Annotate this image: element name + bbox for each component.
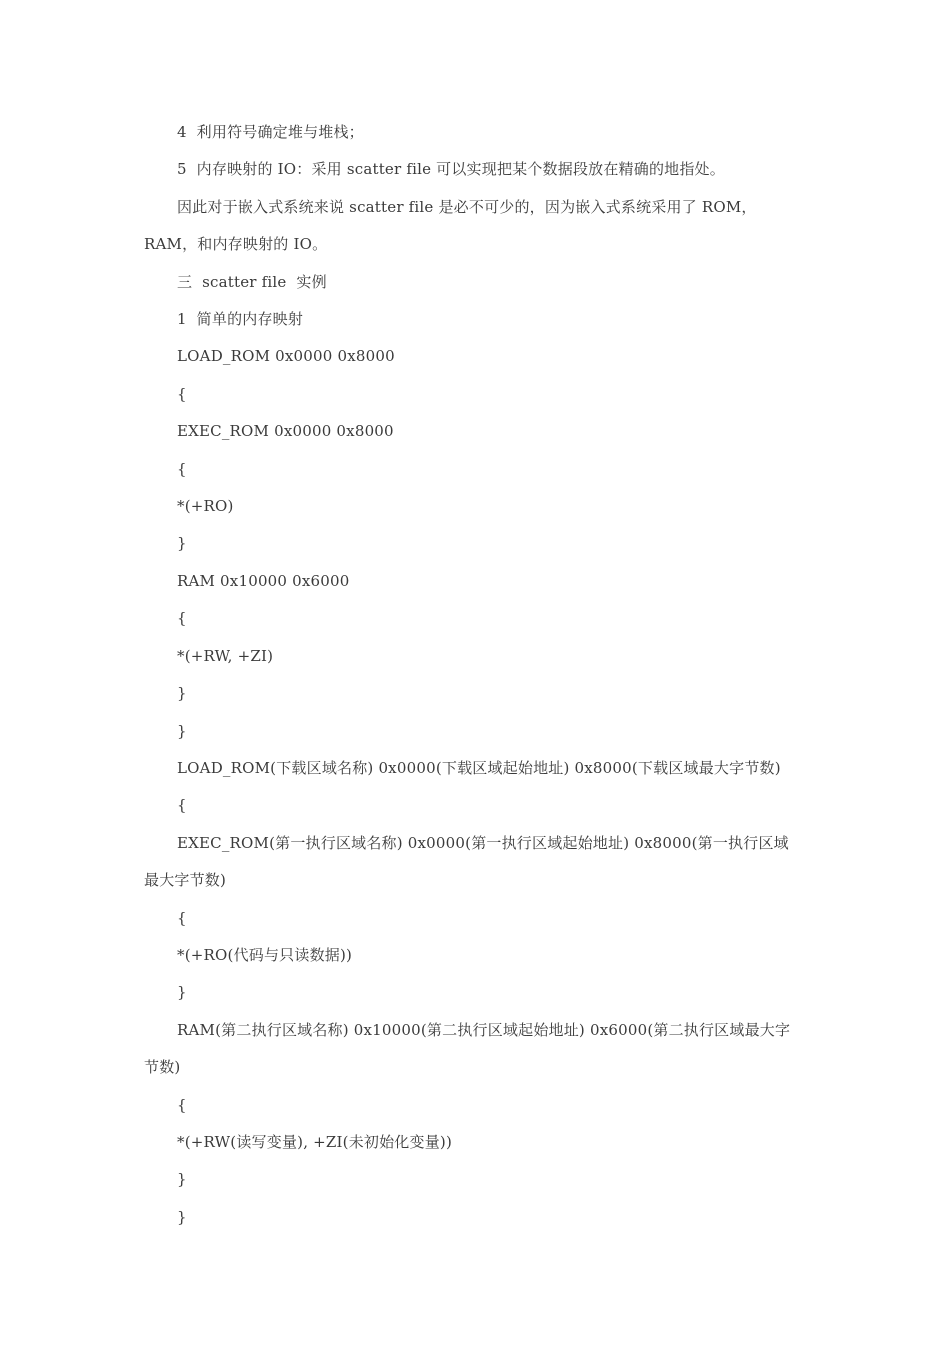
code-line: } <box>177 721 187 740</box>
annotated-code-line: { <box>177 1095 187 1114</box>
code-line: *(+RW, +ZI) <box>177 646 274 665</box>
annotated-code-line: LOAD_ROM(下载区域名称) 0x0000(下载区域起始地址) 0x8000(下载区域最大字节数) <box>177 758 781 777</box>
code-line: LOAD_ROM 0x0000 0x8000 <box>177 347 395 366</box>
code-line: *(+RO) <box>177 497 234 516</box>
paragraph-heap-stack: 4 利用符号确定堆与堆栈； <box>177 123 364 141</box>
code-line: EXEC_ROM 0x0000 0x8000 <box>177 422 394 441</box>
annotated-code-line: EXEC_ROM(第一执行区域名称) 0x0000(第一执行区域起始地址) 0x8000(第一执行区域最大字节数) <box>144 833 789 890</box>
annotated-code-line: } <box>177 1170 187 1189</box>
code-line: } <box>177 534 187 553</box>
paragraph-memory-mapped-io: 5 内存映射的 IO：采用 scatter file 可以实现把某个数据段放在精确的地指处。 <box>177 160 725 179</box>
annotated-code-line: { <box>177 908 187 927</box>
annotated-code-line: *(+RW(读写变量), +ZI(未初始化变量)) <box>177 1132 453 1151</box>
document-body <box>144 114 804 1236</box>
code-line: { <box>177 384 187 403</box>
annotated-code-line: *(+RO(代码与只读数据)) <box>177 945 353 964</box>
annotated-code-line: { <box>177 796 187 815</box>
paragraph-embedded-summary: 因此对于嵌入式系统来说 scatter file 是必不可少的，因为嵌入式系统采用了 ROM，RAM，和内存映射的 IO。 <box>144 197 757 254</box>
code-line: } <box>177 684 187 703</box>
code-line: { <box>177 609 187 628</box>
subsection-heading-simple-map: 1 简单的内存映射 <box>177 310 304 329</box>
annotated-code-line: } <box>177 983 187 1002</box>
code-line: { <box>177 459 187 478</box>
annotated-code-line: } <box>177 1207 187 1226</box>
annotated-code-line: RAM(第二执行区域名称) 0x10000(第二执行区域起始地址) 0x6000(第二执行区域最大字节数) <box>144 1020 791 1077</box>
code-line: RAM 0x10000 0x6000 <box>177 571 350 590</box>
section-heading-examples: 三 scatter file 实例 <box>177 272 327 291</box>
